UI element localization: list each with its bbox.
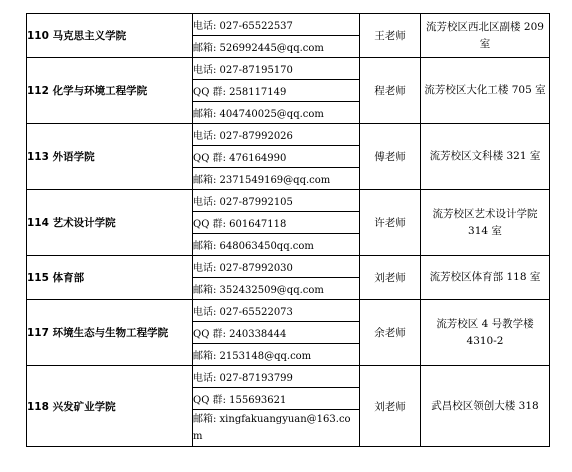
- contact-email: 邮箱: xingfakuangyuan@163.com: [193, 410, 360, 447]
- contact-qq-group: QQ 群: 258117149: [193, 80, 360, 102]
- contact-phone: 电话: 027-87992026: [193, 124, 360, 146]
- college-name: 112 化学与环境工程学院: [27, 58, 193, 124]
- college-name: 118 兴发矿业学院: [27, 366, 193, 447]
- teacher-name: 王老师: [360, 14, 421, 58]
- teacher-name: 傅老师: [360, 124, 421, 190]
- contact-phone: 电话: 027-87992105: [193, 190, 360, 212]
- table-row: [27, 300, 550, 322]
- table-row: [27, 256, 550, 278]
- college-name: 115 体育部: [27, 256, 193, 300]
- teacher-name: 程老师: [360, 58, 421, 124]
- contact-email: 邮箱: 404740025@qq.com: [193, 102, 360, 124]
- table-row: [27, 124, 550, 146]
- college-name: 117 环境生态与生物工程学院: [27, 300, 193, 366]
- teacher-name: 许老师: [360, 190, 421, 256]
- office-location: 流芳校区西北区副楼 209 室: [421, 14, 550, 58]
- office-location: 流芳校区艺术设计学院 314 室: [421, 190, 550, 256]
- teacher-name: 刘老师: [360, 256, 421, 300]
- contact-email: 邮箱: 526992445@qq.com: [193, 36, 360, 58]
- table-row: [27, 58, 550, 80]
- college-contact-table: [26, 13, 550, 447]
- college-name: 110 马克思主义学院: [27, 14, 193, 58]
- contact-phone: 电话: 027-65522073: [193, 300, 360, 322]
- college-name: 113 外语学院: [27, 124, 193, 190]
- contact-email: 邮箱: 2371549169@qq.com: [193, 168, 360, 190]
- contact-email: 邮箱: 352432509@qq.com: [193, 278, 360, 300]
- contact-phone: 电话: 027-87193799: [193, 366, 360, 388]
- college-name: 114 艺术设计学院: [27, 190, 193, 256]
- office-location: 流芳校区体育部 118 室: [421, 256, 550, 300]
- office-location: 流芳校区大化工楼 705 室: [421, 58, 550, 124]
- contact-email: 邮箱: 2153148@qq.com: [193, 344, 360, 366]
- contact-qq-group: QQ 群: 240338444: [193, 322, 360, 344]
- contact-email: 邮箱: 648063450qq.com: [193, 234, 360, 256]
- contact-qq-group: QQ 群: 601647118: [193, 212, 360, 234]
- table-row: [27, 190, 550, 212]
- contact-phone: 电话: 027-87992030: [193, 256, 360, 278]
- table-row: [27, 366, 550, 388]
- contact-table-wrapper: [26, 13, 550, 447]
- contact-phone: 电话: 027-65522537: [193, 14, 360, 36]
- contact-phone: 电话: 027-87195170: [193, 58, 360, 80]
- contact-qq-group: QQ 群: 476164990: [193, 146, 360, 168]
- teacher-name: 刘老师: [360, 366, 421, 447]
- office-location: 武昌校区领创大楼 318: [421, 366, 550, 447]
- office-location: 流芳校区 4 号教学楼 4310-2: [421, 300, 550, 366]
- office-location: 流芳校区文科楼 321 室: [421, 124, 550, 190]
- contact-qq-group: QQ 群: 155693621: [193, 388, 360, 410]
- table-row: [27, 14, 550, 36]
- teacher-name: 余老师: [360, 300, 421, 366]
